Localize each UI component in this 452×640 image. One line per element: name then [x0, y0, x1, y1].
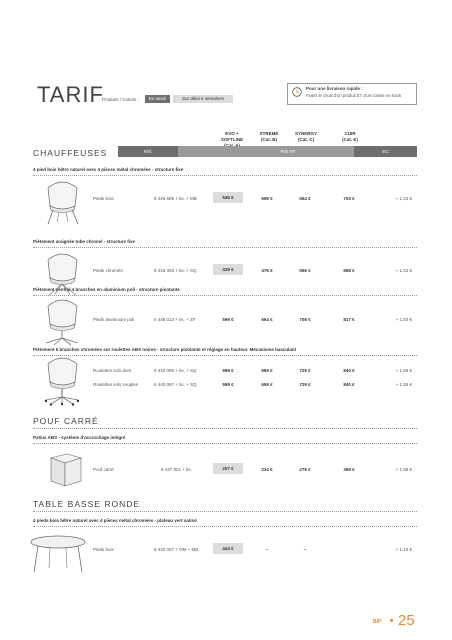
divider [33, 247, 417, 248]
row-label: Roulettes sols durs [93, 368, 132, 373]
group-heading: Piètement central 4 branches en aluminium poli - structure pivotante [33, 287, 180, 292]
group-heading: Piètement 5 branches chromées sur roulettes ABS noires - structure pivotante et réglage en hauteur. Mécanisme basculant [33, 347, 297, 352]
column-header-cat-c: SYNERGY (Cat. C) [294, 131, 317, 142]
group-heading: 4 pied bois hêtre naturel avec 4 pièces métal chromées - structure fixe [33, 167, 184, 172]
row-ref: 6 440 097 + tis. + SQ [154, 382, 197, 387]
divider [33, 175, 417, 176]
divider [33, 355, 417, 356]
price-cat-c: 279 € [299, 467, 311, 472]
divider [33, 526, 417, 527]
page-title: TARIF [37, 82, 104, 107]
eco-contribution: + 1,98 € [395, 467, 412, 472]
price-cat-a: 207 € [213, 463, 243, 474]
price-cat-b: – [265, 547, 269, 552]
ref-column-bar: Réf. [118, 146, 178, 157]
price-cat-e: 840 € [343, 368, 355, 373]
eco-contribution: + 1,50 € [395, 317, 412, 322]
price-cat-b: 476 € [261, 268, 273, 273]
separator-dot [390, 619, 393, 622]
eco-contribution: + 1,69 € [395, 382, 412, 387]
row-label: Pieds bois [93, 547, 114, 552]
row-ref: 6 446 605 + tis. + MB [154, 196, 197, 201]
price-cat-c: 556 € [299, 268, 311, 273]
fast-delivery-icon [291, 87, 303, 97]
group-heading: Patins ABS - système d'accrochage intégré [33, 435, 126, 440]
column-header-cat-b: XTREME (Cat. B) [259, 131, 279, 142]
chair-aluminium-swivel-image [40, 298, 85, 346]
row-ref: 6 440 095 + tis. + SQ [154, 368, 197, 373]
eco-contribution: + 1,69 € [395, 368, 412, 373]
row-ref: 6 446 393 + tis. + SQ [154, 268, 197, 273]
section-title-pouf: POUF CARRÉ [33, 416, 99, 426]
price-cat-c: 654 € [299, 196, 311, 201]
price-cat-b: 659 € [261, 368, 273, 373]
legend-label: Produits / Coloris : [102, 97, 139, 102]
legend-delay-chip: Sur délai 6 semaines [173, 95, 233, 103]
legend-in-stock-chip: En stock [145, 95, 170, 103]
price-cat-a: 444 € [213, 543, 243, 554]
price-cat-b: 654 € [261, 317, 273, 322]
price-cat-b: 234 € [261, 467, 273, 472]
row-label: Pouf carré [93, 467, 114, 472]
price-cat-e: 840 € [343, 382, 355, 387]
price-cat-a: 428 € [213, 264, 243, 275]
price-cat-b: 598 € [261, 196, 273, 201]
price-cat-b: 659 € [261, 382, 273, 387]
price-cat-e: 817 € [343, 317, 355, 322]
price-cat-c: 729 € [299, 382, 311, 387]
row-ref: 6 447 901 + tis. [161, 467, 192, 472]
section-title-table: TABLE BASSE RONDE [33, 499, 141, 509]
eco-contribution: + 1,24 € [395, 196, 412, 201]
group-heading: Piètement araignée tube chromé - structure fixe [33, 239, 136, 244]
price-cat-e: 369 € [343, 467, 355, 472]
price-column-bar: Prix HT [178, 146, 398, 157]
eco-column-bar: EC [354, 146, 417, 157]
divider [33, 295, 417, 296]
price-cat-e: 668 € [343, 268, 355, 273]
square-pouf-image [45, 448, 85, 490]
price-cat-c: – [303, 547, 307, 552]
column-header-cat-a: EVO + SOFTLINE [220, 131, 244, 142]
delivery-text: Faites le choix d'un produit ET d'un coloris en stock [306, 93, 402, 98]
row-ref: 6 446 013 + tis. + ZF [154, 317, 196, 322]
eco-contribution: + 1,10 € [395, 547, 412, 552]
column-header-cat-e: CUIR (Cat. E) [342, 131, 358, 142]
chair-casters-image [40, 358, 85, 406]
divider [33, 428, 417, 429]
row-label: Roulettes sols souples [93, 382, 139, 387]
divider [33, 511, 417, 512]
price-cat-c: 729 € [299, 368, 311, 373]
divider [33, 443, 417, 444]
price-cat-c: 708 € [299, 317, 311, 322]
chair-wood-legs-image [40, 178, 85, 226]
page-number: 25 [398, 612, 415, 629]
section-title-chauffeuses: CHAUFFEUSES [33, 148, 108, 158]
price-cat-a: 545 € [213, 192, 243, 203]
row-ref: 6 440 007 + GM + MB [154, 547, 199, 552]
price-cat-a: 599 € [222, 382, 234, 387]
row-label: Pieds aluminium poli [93, 317, 135, 322]
price-cat-e: 703 € [343, 196, 355, 201]
price-cat-a: 599 € [222, 368, 234, 373]
group-heading: 4 pieds bois hêtre naturel avec 4 pièces métal chromées - plateau vert satiné [33, 518, 197, 523]
row-label: Pieds bois [93, 196, 114, 201]
round-table-image [28, 530, 88, 574]
price-cat-a: 599 € [222, 317, 234, 322]
row-label: Pieds chromés [93, 268, 123, 273]
eco-contribution: + 1,43 € [395, 268, 412, 273]
brand-label: BIP [373, 619, 382, 625]
delivery-title: Pour une livraison rapide : [306, 86, 363, 91]
